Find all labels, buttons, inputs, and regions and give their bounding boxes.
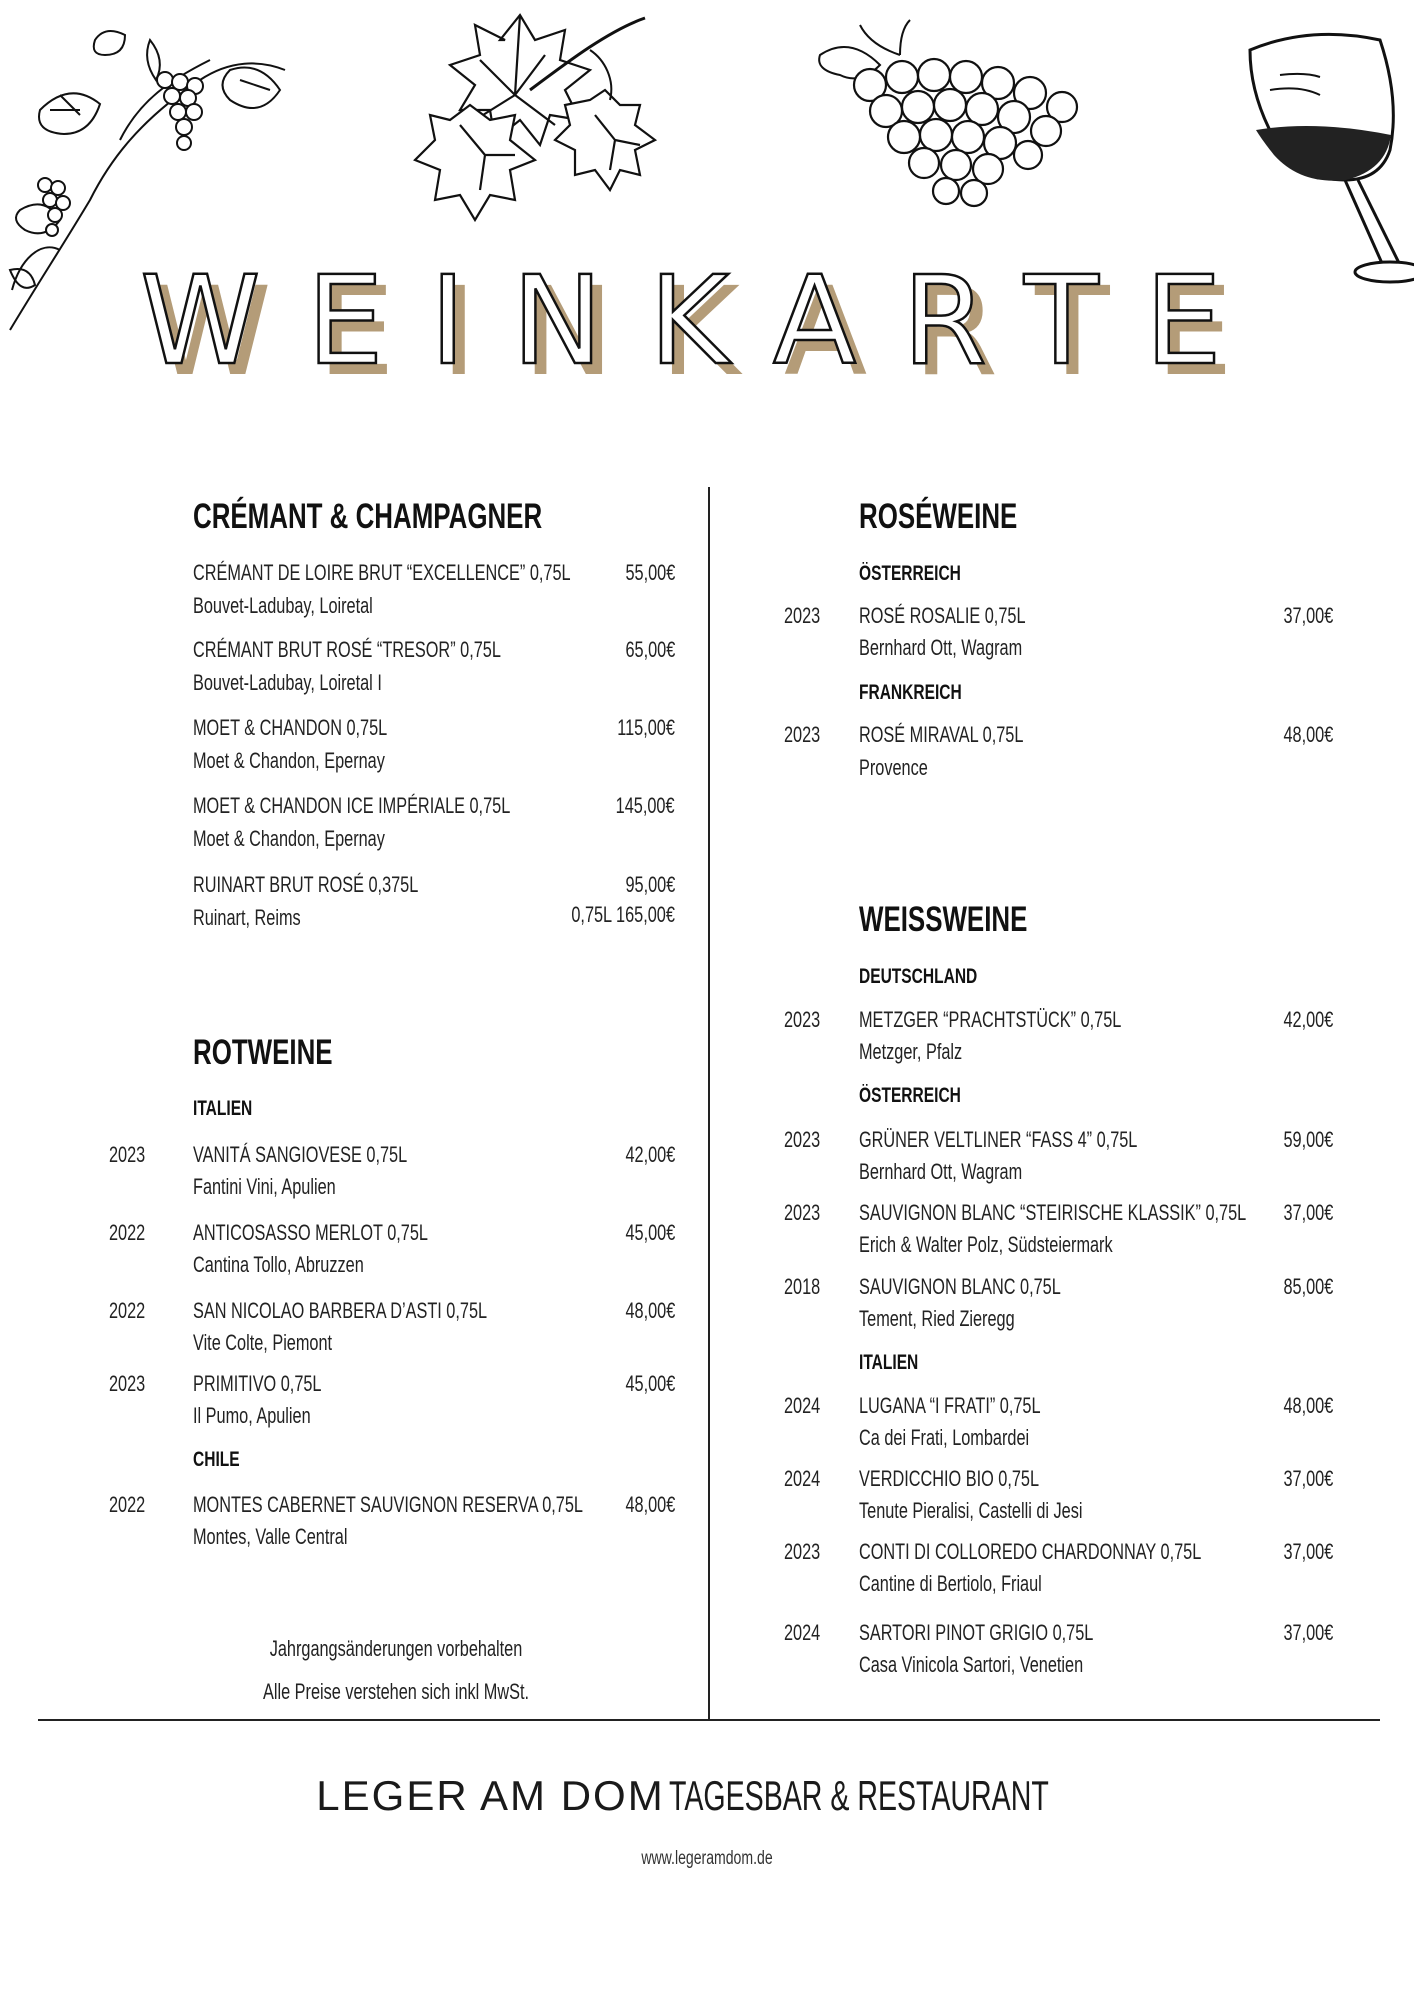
wine-producer: Bouvet-Ladubay, Loiretal: [193, 593, 373, 618]
wine-price: 37,00€: [1283, 603, 1333, 628]
brand-tagline: TAGESBAR & RESTAURANT: [669, 1772, 1049, 1819]
wine-year: 2023: [784, 1007, 821, 1032]
grape-bunch-illustration: [800, 15, 1120, 215]
wine-year: 2022: [109, 1492, 146, 1517]
wine-producer: Bernhard Ott, Wagram: [859, 635, 1023, 660]
wine-year: 2023: [784, 1539, 821, 1564]
wine-producer: Montes, Valle Central: [193, 1524, 348, 1549]
wine-price: 145,00€: [616, 793, 675, 818]
note-vat: Alle Preise verstehen sich inkl MwSt.: [262, 1679, 530, 1704]
wine-name: CRÉMANT BRUT ROSÉ “TRESOR” 0,75L: [193, 637, 501, 662]
country-heading: ITALIEN: [193, 1097, 253, 1120]
wine-name: SAUVIGNON BLANC 0,75L: [859, 1274, 1061, 1299]
wine-producer: Provence: [859, 755, 928, 780]
brand-name: LEGER AM DOM: [316, 1772, 665, 1819]
wine-name: CONTI DI COLLOREDO CHARDONNAY 0,75L: [859, 1539, 1202, 1564]
wine-price: 65,00€: [625, 637, 675, 662]
wine-name: RUINART BRUT ROSÉ 0,375L: [193, 872, 419, 897]
wine-name: CRÉMANT DE LOIRE BRUT “EXCELLENCE” 0,75L: [193, 560, 571, 585]
wine-name: METZGER “PRACHTSTÜCK” 0,75L: [859, 1007, 1122, 1032]
section-title-white: WEISSWEINE: [859, 900, 1028, 939]
wine-producer: Bouvet-Ladubay, Loiretal I: [193, 670, 382, 695]
country-heading: ITALIEN: [859, 1351, 919, 1374]
wine-producer: Erich & Walter Polz, Südsteiermark: [859, 1232, 1113, 1257]
section-title-red: ROTWEINE: [193, 1033, 333, 1072]
section-title-sparkling: CRÉMANT & CHAMPAGNER: [193, 497, 543, 536]
wine-producer: Tenute Pieralisi, Castelli di Jesi: [859, 1498, 1083, 1523]
country-heading: CHILE: [193, 1448, 240, 1471]
wine-producer: Ruinart, Reims: [193, 905, 301, 930]
wine-name: ANTICOSASSO MERLOT 0,75L: [193, 1220, 428, 1245]
wine-producer: Metzger, Pfalz: [859, 1039, 963, 1064]
wine-year: 2022: [109, 1220, 146, 1245]
wine-year: 2024: [784, 1393, 821, 1418]
wine-price: 48,00€: [1283, 1393, 1333, 1418]
wine-price: 37,00€: [1283, 1620, 1333, 1645]
wine-price: 48,00€: [1283, 722, 1333, 747]
wine-name: LUGANA “I FRATI” 0,75L: [859, 1393, 1041, 1418]
wine-price: 55,00€: [625, 560, 675, 585]
wine-price-large: 0,75L 165,00€: [571, 902, 675, 927]
wine-year: 2023: [784, 722, 821, 747]
wine-name: SAUVIGNON BLANC “STEIRISCHE KLASSIK” 0,75L: [859, 1200, 1247, 1225]
wine-name: VANITÁ SANGIOVESE 0,75L: [193, 1142, 408, 1167]
wine-price: 48,00€: [625, 1492, 675, 1517]
wine-producer: Cantine di Bertiolo, Friaul: [859, 1571, 1042, 1596]
country-heading: ÖSTERREICH: [859, 562, 961, 585]
wine-name: GRÜNER VELTLINER “FASS 4” 0,75L: [859, 1127, 1138, 1152]
wine-producer: Bernhard Ott, Wagram: [859, 1159, 1023, 1184]
wine-name: SAN NICOLAO BARBERA D’ASTI 0,75L: [193, 1298, 488, 1323]
wine-producer: Fantini Vini, Apulien: [193, 1174, 336, 1199]
wine-year: 2022: [109, 1298, 146, 1323]
wine-price: 37,00€: [1283, 1539, 1333, 1564]
wine-name: ROSÉ MIRAVAL 0,75L: [859, 722, 1024, 747]
wine-name: ROSÉ ROSALIE 0,75L: [859, 603, 1026, 628]
country-heading: FRANKREICH: [859, 681, 962, 704]
wine-year: 2024: [784, 1466, 821, 1491]
section-title-rose: ROSÉWEINE: [859, 497, 1018, 536]
wine-price: 48,00€: [625, 1298, 675, 1323]
wine-year: 2023: [109, 1371, 146, 1396]
wine-name: MOET & CHANDON 0,75L: [193, 715, 388, 740]
wine-price: 42,00€: [1283, 1007, 1333, 1032]
wine-producer: Casa Vinicola Sartori, Venetien: [859, 1652, 1084, 1677]
wine-name: VERDICCHIO BIO 0,75L: [859, 1466, 1040, 1491]
wine-price: 45,00€: [625, 1220, 675, 1245]
wine-name: SARTORI PINOT GRIGIO 0,75L: [859, 1620, 1094, 1645]
wine-producer: Ca dei Frati, Lombardei: [859, 1425, 1030, 1450]
wine-year: 2023: [784, 1200, 821, 1225]
footer-brand-line: [0, 1772, 1414, 1820]
wine-price: 37,00€: [1283, 1200, 1333, 1225]
country-heading: DEUTSCHLAND: [859, 965, 978, 988]
wine-price: 45,00€: [625, 1371, 675, 1396]
wine-price: 115,00€: [617, 715, 675, 740]
wine-producer: Tement, Ried Zieregg: [859, 1306, 1015, 1331]
wine-producer: Il Pumo, Apulien: [193, 1403, 311, 1428]
wine-producer: Cantina Tollo, Abruzzen: [193, 1252, 364, 1277]
vine-leaves-illustration: [390, 0, 690, 230]
wine-name: MOET & CHANDON ICE IMPÉRIALE 0,75L: [193, 793, 511, 818]
wine-producer: Moet & Chandon, Epernay: [193, 826, 385, 851]
wine-price: 59,00€: [1283, 1127, 1333, 1152]
column-divider: [708, 487, 710, 1721]
wine-year: 2023: [784, 603, 821, 628]
footer-divider: [38, 1719, 1380, 1721]
wine-name: PRIMITIVO 0,75L: [193, 1371, 322, 1396]
wine-producer: Vite Colte, Piemont: [193, 1330, 333, 1355]
wine-year: 2023: [109, 1142, 146, 1167]
website-link[interactable]: www.legeramdom.de: [641, 1848, 773, 1869]
wine-price: 85,00€: [1283, 1274, 1333, 1299]
wine-price: 95,00€: [625, 872, 675, 897]
wine-year: 2023: [784, 1127, 821, 1152]
wine-year: 2018: [784, 1274, 821, 1299]
wine-year: 2024: [784, 1620, 821, 1645]
wine-price: 37,00€: [1283, 1466, 1333, 1491]
country-heading: ÖSTERREICH: [859, 1084, 961, 1107]
note-vintage: Jahrgangsänderungen vorbehalten: [269, 1636, 523, 1661]
page-title: WEINKARTE: [140, 250, 1268, 392]
wine-price: 42,00€: [625, 1142, 675, 1167]
wine-producer: Moet & Chandon, Epernay: [193, 748, 385, 773]
wine-name: MONTES CABERNET SAUVIGNON RESERVA 0,75L: [193, 1492, 583, 1517]
